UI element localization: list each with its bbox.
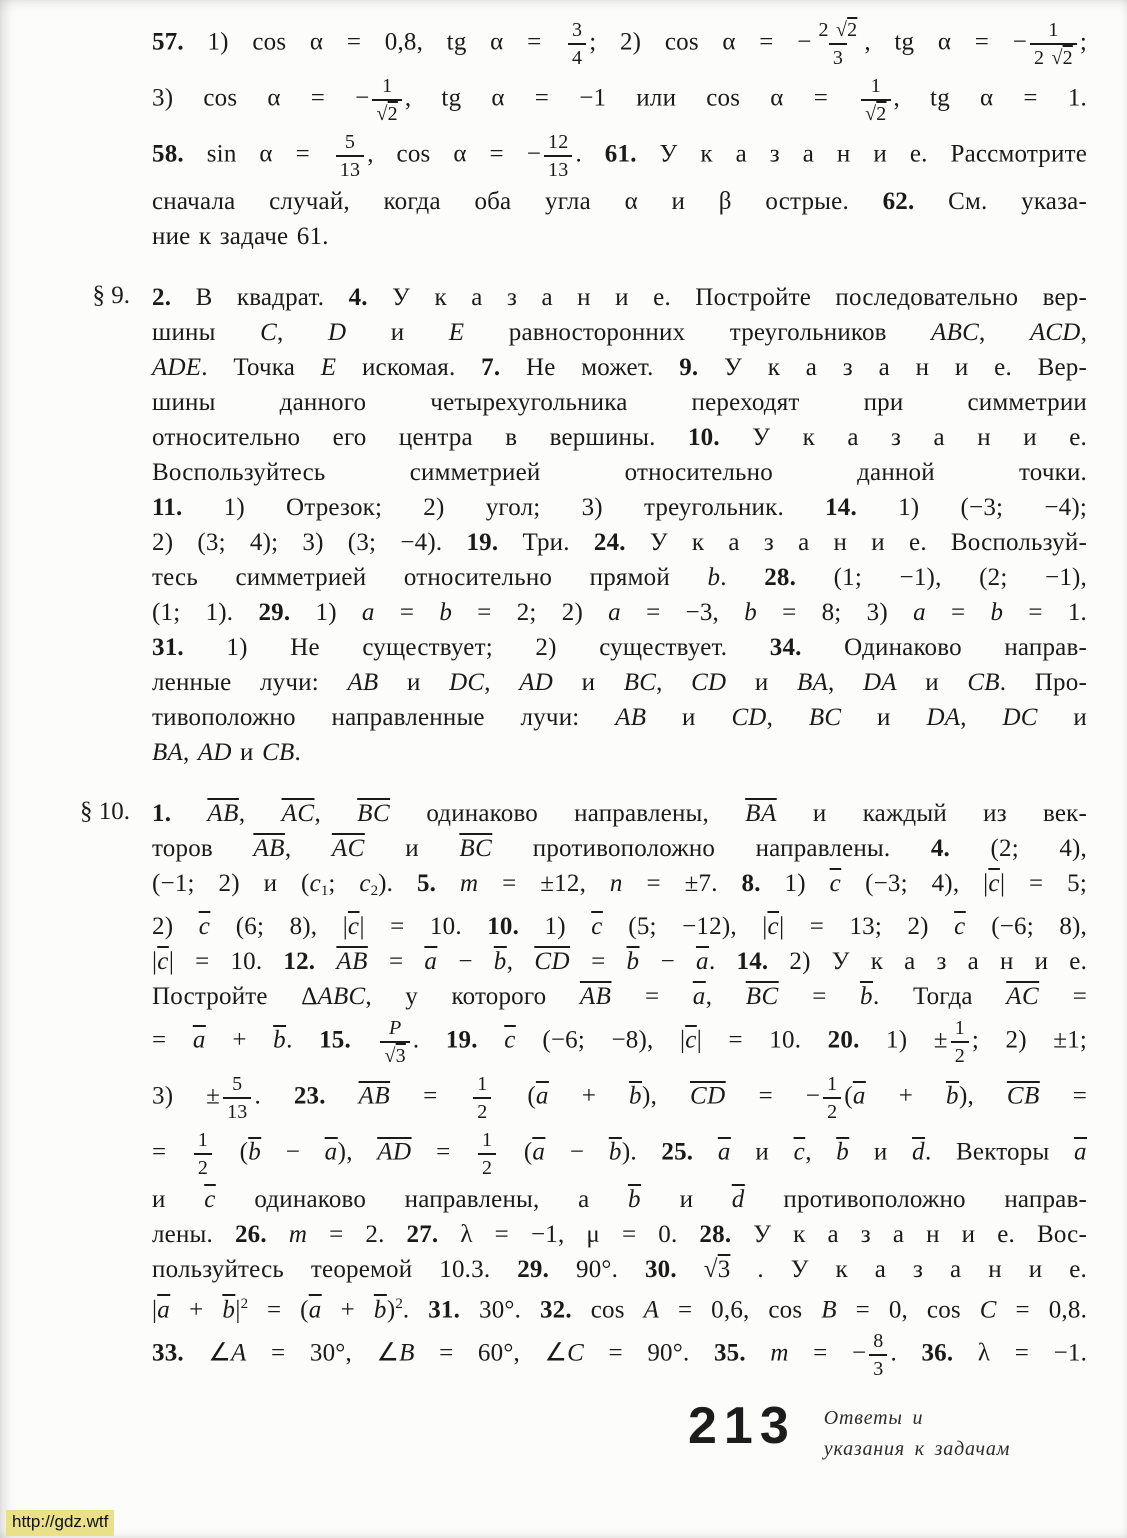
text-line: тивоположно направленные лучи: AB и CD, BC и DA, DC и	[152, 704, 1088, 731]
vector: $\overline{b}$	[629, 1082, 643, 1110]
math-variable: AD	[197, 739, 232, 766]
math-variable: m	[770, 1339, 789, 1367]
vector: $\overline{BC}$	[357, 800, 391, 827]
vector: $\overline{a}$	[308, 1296, 322, 1324]
math-variable: D	[327, 319, 347, 346]
text-line: 2) (3; 4); 3) (3; −4). 19. Три. 24. У к а з а н и е. Воспользуй-	[152, 529, 1087, 556]
problem-number: 10.	[687, 424, 720, 451]
text-line: 57. 1) cos α = 0,8, tg α = $\frac{3}{4}$ ; 2) cos α = − $\frac{2 √2}{3}$ , tg α = − $\frac{1}{2 √2}$ ;	[152, 19, 1087, 69]
math-variable: C	[567, 1339, 584, 1367]
vector: $\overline{CB}$	[1006, 1082, 1040, 1110]
problem-number: 14.	[825, 494, 857, 521]
math-variable: E	[448, 319, 465, 346]
math-variable: DA	[862, 669, 897, 696]
vector: $\overline{b}$	[273, 1026, 287, 1054]
vector: $\overline{AC}$	[1006, 982, 1040, 1010]
math-variable: P	[388, 1016, 402, 1039]
fraction: $\frac{1}{2}$	[951, 1016, 969, 1068]
vector: $\overline{c}$	[767, 912, 780, 940]
vector: $\overline{c}$	[793, 1138, 806, 1166]
vector: $\overline{c}$	[198, 912, 211, 940]
fraction: $\frac{5}{13}$	[223, 1072, 251, 1124]
math-variable: E	[320, 354, 337, 381]
vector: $\overline{c}$	[347, 912, 360, 940]
text-line: = $\overline{a} + \overline{b}$. 15. $\frac{P}{√3}$ . 19. $\overline{c}$ (−6; −8), $|\overline{c}| = 10$. 20. 1) ± $\frac{1}{2}$ ; 2) ±1;	[152, 1016, 1088, 1067]
math-variable: n	[609, 870, 623, 897]
footer-caption	[824, 1403, 1010, 1465]
problem-number: 35.	[713, 1339, 746, 1367]
fraction: $\frac{8}{3}$	[869, 1329, 887, 1381]
math-variable: CB	[262, 739, 295, 766]
section-label: § 9.	[92, 282, 130, 309]
vector: $\overline{a}$	[424, 947, 438, 975]
vector: $\overline{AB}$	[579, 982, 612, 1010]
problem-number: 26.	[234, 1220, 267, 1248]
problem-number: 19.	[445, 1026, 478, 1054]
vector: $\overline{b}$	[626, 947, 640, 975]
section-10	[80, 796, 1088, 1383]
answers-column	[80, 16, 1088, 1383]
fraction: $\frac{1}{2 √2}$	[1030, 18, 1077, 70]
vector: $\overline{c}$	[685, 1026, 697, 1054]
problem-number: 4.	[348, 284, 368, 311]
math-variable: ADE	[152, 354, 202, 381]
problem-number: 10.	[487, 912, 520, 940]
text-line: ние к задаче 61.	[152, 223, 329, 250]
text-line: 33. ∠A = 30°, ∠B = 60°, ∠C = 90°. 35. m = − $\frac{8}{3}$ . 36. λ = −1.	[152, 1330, 1088, 1381]
superscript: 2	[240, 1295, 249, 1312]
section-9	[92, 280, 1088, 770]
problem-number: 12.	[283, 947, 316, 975]
problem-number: 31.	[428, 1296, 461, 1324]
text-line: шины данного четырехугольника переходят при симметрии	[152, 389, 1087, 416]
vector: $\overline{c}$	[157, 947, 169, 975]
text-line: $|\overline{c}| = 10$. 12. $\overline{AB} = \overline{a} - \overline{b}$, $\overline{CD} = \overline{b} - \overline{a}$. 14. 2) У к а з а н и е.	[152, 947, 1088, 975]
text-line: торов $\overline{AB}$, $\overline{AC}$ и $\overline{BC}$ противоположно направлены. 4. (2; 4),	[152, 835, 1088, 862]
vector: $\overline{b}$	[945, 1082, 959, 1110]
vector: $\overline{b}$	[836, 1138, 850, 1166]
problem-number: 33.	[152, 1339, 184, 1367]
problem-number: 28.	[764, 564, 797, 591]
math-variable: b	[744, 599, 757, 626]
math-variable: BC	[808, 704, 842, 731]
problem-number: 1.	[152, 800, 172, 827]
math-variable: a	[361, 599, 375, 626]
problem-number: 34.	[769, 634, 802, 661]
vector: $\overline{a}$	[157, 1296, 171, 1324]
fraction: $\frac{3}{4}$	[568, 18, 586, 70]
vector: $\overline{AB}$	[207, 800, 239, 827]
text-line: 58. sin α = $\frac{5}{13}$ , cos α = − $\frac{12}{13}$ . 61. У к а з а н и е. Рассмотрите	[152, 131, 1087, 181]
footer-caption-line1: Ответы и	[823, 1407, 924, 1429]
fraction: $\frac{1}{2}$	[473, 1072, 491, 1124]
vector: $\overline{a}$	[324, 1138, 338, 1166]
radical: √2	[376, 103, 398, 125]
math-variable: ABC	[317, 982, 366, 1010]
vector: $\overline{b}$	[608, 1138, 622, 1166]
section-problems-57-62	[152, 16, 1087, 254]
fraction: $\frac{1}{2}$	[194, 1128, 212, 1180]
problem-number: 14.	[736, 947, 769, 975]
vector: $\overline{AC}$	[331, 835, 365, 862]
vector: $\overline{a}$	[535, 1082, 549, 1110]
math-variable: a	[913, 599, 926, 626]
fraction: $\frac{2 √2}{3}$	[818, 19, 858, 69]
math-variable: AD	[519, 669, 554, 696]
vector: $\overline{BA}$	[745, 800, 777, 827]
problem-number: 24.	[593, 529, 626, 556]
text-line: тесь симметрией относительно прямой b. 28. (1; −1), (2; −1),	[152, 564, 1087, 591]
text-line: и $\overline{c}$ одинаково направлены, а $\overline{b}$ и $\overline{d}$ противоположно направ-	[152, 1185, 1087, 1213]
math-variable: m	[288, 1220, 308, 1248]
vector: $\overline{BC}$	[745, 982, 779, 1010]
vector: $\overline{a}$	[1073, 1138, 1087, 1166]
text-line: = $\frac{1}{2}$ $(\overline{b} - \overline{a})$, $\overline{AD}$ = $\frac{1}{2}$ $(\overline{a} - \overline{b})$. 25. $\overline{a}$ и $\overline{c}$, $\overline{b}$ и $\overline{d}$. Векторы $\overline{a}$	[152, 1128, 1087, 1179]
math-variable: DC	[1002, 704, 1038, 731]
section-lines	[152, 280, 1087, 770]
section-lines	[152, 796, 1087, 1383]
vector: $\overline{c}$	[204, 1185, 216, 1213]
fraction: $\frac{1}{2}$	[823, 1072, 841, 1124]
math-variable: A	[231, 1339, 247, 1367]
vector: $\overline{a}$	[192, 1026, 206, 1054]
text-line: Постройте ΔABC, у которого $\overline{AB} = \overline{a}$, $\overline{BC} = \overline{b}$. Тогда $\overline{AC}$ =	[152, 982, 1088, 1010]
radical: √2	[835, 19, 858, 41]
fraction	[380, 1016, 409, 1068]
vector: $\overline{a}$	[692, 982, 706, 1010]
vector: $\overline{AD}$	[377, 1138, 412, 1166]
math-variable: b	[439, 599, 453, 626]
problem-number: 9.	[679, 354, 699, 381]
problem-number: 36.	[921, 1339, 954, 1367]
fraction: $\frac{1}{√2}$	[372, 74, 401, 126]
fraction: $\frac{5}{13}$	[336, 130, 364, 182]
radical: √3	[384, 1044, 406, 1067]
problem-number: 28.	[699, 1220, 732, 1248]
problem-number: 61.	[604, 140, 637, 168]
vector: $\overline{AB}$	[336, 947, 368, 975]
text-line: сначала случай, когда оба угла α и β острые. 62. См. указа-	[152, 188, 1088, 215]
problem-number: 23.	[293, 1082, 326, 1110]
text-line: ADE. Точка E искомая. 7. Не может. 9. У к а з а н и е. Вер-	[152, 354, 1088, 381]
problem-number: 57.	[152, 28, 184, 56]
math-variable: a	[608, 599, 621, 626]
problem-number: 15.	[319, 1026, 351, 1054]
vector: $\overline{AC}$	[281, 800, 315, 827]
vector: $\overline{d}$	[911, 1138, 925, 1166]
problem-number: 25.	[661, 1138, 694, 1166]
math-variable: CD	[691, 669, 727, 696]
problem-number: 29.	[258, 599, 291, 626]
math-variable: m	[460, 870, 479, 897]
section-label: § 10.	[80, 798, 130, 825]
text-line: 2. В квадрат. 4. У к а з а н и е. Постройте последовательно вер-	[152, 284, 1087, 311]
vector: $\overline{BC}$	[459, 835, 493, 862]
math-variable: BA	[152, 739, 183, 766]
text-line: (−1; 2) и ($c_1$; $c_2$). 5. m = ±12, n = ±7. 8. 1) $\overline{c}$ (−3; 4), $|\overline{c}| = 5$;	[152, 870, 1087, 899]
text-line: $|\overline{a} + \overline{b}|^2 = (\overline{a} + \overline{b})^2$. 31. 30°. 32. cos A = 0,6, cos B = 0, cos C = 0,8.	[152, 1295, 1088, 1324]
problem-number: 29.	[517, 1255, 550, 1283]
vector: $\overline{c}$	[829, 870, 842, 897]
problem-number: 7.	[481, 354, 501, 381]
math-variable: AB	[347, 669, 379, 696]
math-variable: DA	[926, 704, 961, 731]
problem-number: 20.	[827, 1026, 860, 1054]
radical: √2	[865, 103, 887, 125]
subscript: 1	[320, 882, 329, 899]
vector: $\overline{b}$	[373, 1296, 387, 1324]
problem-number: 19.	[466, 529, 499, 556]
problem-number: 31.	[152, 634, 184, 661]
text-line: 3) ± $\frac{5}{13}$ . 23. $\overline{AB}$ = $\frac{1}{2}$ $(\overline{a} + \overline{b})$, $\overline{CD}$ = − $\frac{1}{2}$ $(\overline{a} + \overline{b})$, $\overline{CB}$ =	[152, 1072, 1088, 1123]
vector: $\overline{b}$	[860, 982, 874, 1010]
subscript: 2	[370, 882, 379, 899]
math-variable: A	[643, 1296, 660, 1324]
math-variable: b	[707, 564, 721, 591]
problem-number: 5.	[416, 870, 437, 897]
math-variable: C	[979, 1296, 997, 1324]
problem-number: 11.	[152, 494, 183, 521]
vector: $\overline{b}$	[248, 1138, 262, 1166]
problem-number: 30.	[644, 1255, 677, 1283]
problem-number: 4.	[930, 835, 951, 862]
footer-caption-line2: указания к задачам	[823, 1438, 1011, 1460]
watermark-url: http://gdz.wtf	[6, 1510, 114, 1536]
problem-number: 58.	[152, 140, 184, 168]
fraction: $\frac{1}{√2}$	[861, 74, 890, 126]
text-line: лены. 26. m = 2. 27. λ = −1, μ = 0. 28. У к а з а н и е. Вос-	[152, 1220, 1087, 1248]
text-line: 1. $\overline{AB}$, $\overline{AC}$, $\overline{BC}$ одинаково направлены, $\overline{BA}$ и каждый из век-	[152, 800, 1087, 827]
problem-number: 2.	[152, 284, 172, 311]
vector: $\overline{a}$	[717, 1138, 731, 1166]
math-variable: b	[990, 599, 1004, 626]
vector: $\overline{c}$	[988, 870, 1000, 897]
superscript: 2	[395, 1295, 403, 1312]
vector: $\overline{b}$	[493, 947, 507, 975]
math-variable: c	[359, 870, 371, 897]
math-variable: BC	[623, 669, 657, 696]
text-line: шины C, D и E равносторонних треугольников ABC, ACD,	[152, 319, 1088, 346]
page-footer	[688, 1397, 1011, 1465]
vector: $\overline{AB}$	[358, 1082, 391, 1110]
vector: $\overline{c}$	[954, 912, 966, 940]
vector: $\overline{CD}$	[534, 947, 571, 975]
vector: $\overline{AB}$	[253, 835, 285, 862]
vector: $\overline{a}$	[852, 1082, 866, 1110]
radical: √3	[703, 1255, 731, 1283]
math-variable: DC	[449, 669, 485, 696]
math-variable: C	[260, 319, 277, 346]
problem-number: 32.	[539, 1296, 572, 1324]
problem-number: 8.	[741, 870, 761, 897]
problem-number: 27.	[406, 1220, 439, 1248]
vector: $\overline{b}$	[627, 1185, 641, 1213]
vector: $\overline{d}$	[731, 1185, 745, 1213]
page-number: 213	[688, 1397, 796, 1455]
fraction: $\frac{1}{2}$	[478, 1128, 496, 1180]
text-line: 3) cos α = − $\frac{1}{√2}$ , tg α = −1 или cos α = $\frac{1}{√2}$ , tg α = 1.	[152, 75, 1087, 125]
vector: $\overline{CD}$	[689, 1082, 726, 1110]
section-lines	[152, 16, 1087, 254]
vector: $\overline{c}$	[504, 1026, 516, 1054]
text-line: 11. 1) Отрезок; 2) угол; 3) треугольник. 14. 1) (−3; −4);	[152, 494, 1087, 521]
math-variable: ABC	[931, 319, 979, 346]
math-variable: c	[309, 870, 321, 897]
text-line: BA, AD и CB.	[152, 739, 301, 766]
text-line: ленные лучи: AB и DC, AD и BC, CD и BA, DA и CB. Про-	[152, 669, 1087, 696]
vector: $\overline{a}$	[532, 1138, 546, 1166]
problem-number: 62.	[882, 188, 915, 215]
radical: √2	[1051, 47, 1073, 69]
text-line: относительно его центра в вершины. 10. У к а з а н и е.	[152, 424, 1087, 451]
math-variable: AB	[615, 704, 647, 731]
fraction: $\frac{12}{13}$	[544, 130, 572, 182]
text-line: 2) $\overline{c}$ (6; 8), $|\overline{c}| = 10$. 10. 1) $\overline{c}$ (5; −12), $|\overline{c}| = 13$; 2) $\overline{c}$ (−6; 8),	[152, 912, 1087, 940]
math-variable: CB	[967, 669, 1000, 696]
vector: $\overline{b}$	[222, 1296, 236, 1324]
math-variable: CD	[731, 704, 767, 731]
math-variable: ACD	[1029, 319, 1081, 346]
text-line: (1; 1). 29. 1) a = b = 2; 2) a = −3, b = 8; 3) a = b = 1.	[152, 599, 1087, 626]
math-variable: B	[399, 1339, 415, 1367]
math-variable: B	[821, 1296, 837, 1324]
text-line: Воспользуйтесь симметрией относительно данной точки.	[152, 459, 1087, 486]
text-line: пользуйтесь теоремой 10.3. 29. 90°. 30. √3 . У к а з а н и е.	[152, 1255, 1088, 1283]
math-variable: BA	[796, 669, 828, 696]
text-line: 31. 1) Не существует; 2) существует. 34. Одинаково направ-	[152, 634, 1087, 661]
vector: $\overline{a}$	[695, 947, 709, 975]
vector: $\overline{c}$	[591, 912, 603, 940]
